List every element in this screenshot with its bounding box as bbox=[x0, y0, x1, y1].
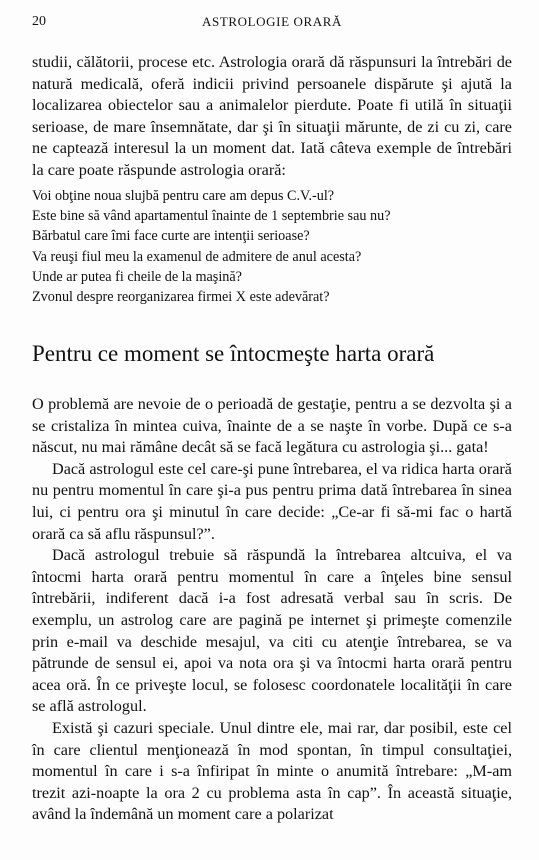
question-item: Voi obţine noua slujbă pentru care am depus C.V.-ul? bbox=[32, 188, 335, 204]
section-paragraph: Dacă astrologul este cel care-şi pune întrebarea, el va ridica harta orară nu pentru momentul în care şi-a pus pentru prima dată întrebarea în sinea lui, ci pentru ora şi minutul în care decide: „Ce-ar fi să-mi fac o hartă orară ca să aflu răspunsul?”. bbox=[32, 459, 512, 543]
question-item: Bărbatul care îmi face curte are intenţii serioase? bbox=[32, 228, 310, 245]
question-list bbox=[32, 186, 512, 307]
section-paragraph: Dacă astrologul trebuie să răspundă la întrebarea altcuiva, el va întocmi harta orară pentru momentul în care a înţeles bine sensul întrebării, indiferent dacă i-a fost adresată verbal sau în scris. De exemplu, un astrolog care are pagină pe internet şi primeşte comenzile prin e-mail va deschide mesajul, va citi cu atenţie întrebarea, se va pătrunde de sensul ei, apoi va nota ora şi va întocmi harta orară pentru acea oră. În ce priveşte locul, se folosesc coordonatele localităţii în care se află astrologul. bbox=[32, 546, 512, 716]
question-item: Este bine să vând apartamentul înainte de 1 septembrie sau nu? bbox=[32, 208, 391, 225]
running-title: ASTROLOGIE ORARĂ bbox=[202, 14, 342, 29]
section-heading: Pentru ce moment se întocmeşte harta orară bbox=[32, 341, 435, 366]
intro-text bbox=[32, 52, 512, 182]
page-header bbox=[32, 8, 512, 30]
section-paragraph: Există şi cazuri speciale. Unul dintre ele, mai rar, dar posibil, este cel în care clientul menţionează în mod spontan, în timpul consultaţiei, momentul în care i s-a înfiripat în minte o anumită întrebare: „M-am trezit azi-noapte la ora 2 cu problema asta în cap”. În această situaţie, având la îndemână un moment care a polarizat bbox=[32, 718, 512, 824]
question-item: Unde ar putea fi cheile de la maşină? bbox=[32, 268, 242, 285]
question-item: Zvonul despre reorganizarea firmei X este adevărat? bbox=[32, 289, 330, 306]
section-body bbox=[32, 394, 512, 826]
question-item: Va reuşi fiul meu la examenul de admitere de anul acesta? bbox=[32, 248, 362, 265]
page-number: 20 bbox=[32, 14, 46, 29]
section-paragraph: O problemă are nevoie de o perioadă de gestaţie, pentru a se dezvolta şi a se cristaliza în mintea cuiva, înainte de a se naşte în vorbe. După ce s-a născut, nu mai rămâne decât să se facă legătura cu astrologia şi... gata! bbox=[32, 395, 512, 457]
intro-paragraph: studii, călătorii, procese etc. Astrologia orară dă răspunsuri la întrebări de natură medicală, oferă indicii privind persoanele dispărute şi ajută la localizarea obiectelor sau a animalelor pierdute. Poate fi utilă în situaţii serioase, de mare însemnătate, dar şi în situaţii mărunte, de zi cu zi, care ne captează interesul la un moment dat. Iată câteva exemple de întrebări la care poate răspunde astrologia orară: bbox=[32, 53, 512, 179]
